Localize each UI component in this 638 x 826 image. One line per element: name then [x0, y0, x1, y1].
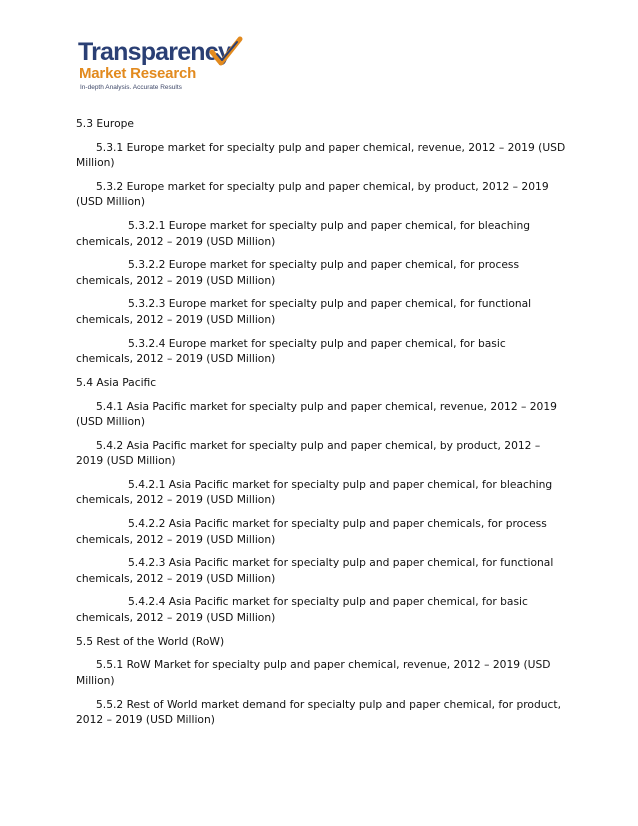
logo-subtitle: Market Research: [79, 65, 197, 82]
toc-section-heading: 5.3 Europe: [76, 117, 134, 130]
toc-entry: 5.3.2.4 Europe market for specialty pulp and paper chemical, for basic chemicals, 2012 – 2019 (USD Million): [76, 336, 506, 366]
toc-entry: 5.3.2 Europe market for specialty pulp and paper chemical, by product, 2012 – 2019 (USD Million): [76, 179, 549, 209]
toc-section-heading: 5.4 Asia Pacific: [76, 375, 157, 389]
table-of-contents: [76, 116, 566, 736]
checkmark-icon: [208, 36, 244, 68]
toc-entry: 5.4.2.1 Asia Pacific market for specialty pulp and paper chemical, for bleaching chemicals, 2012 – 2019 (USD Million): [76, 477, 553, 507]
toc-entry: 5.4.1 Asia Pacific market for specialty pulp and paper chemical, revenue, 2012 – 2019 (USD Million): [76, 399, 557, 428]
toc-entry: 5.3.2.1 Europe market for specialty pulp and paper chemical, for bleaching chemicals, 2012 – 2019 (USD Million): [76, 219, 531, 248]
toc-section-heading: 5.5 Rest of the World (RoW): [76, 634, 225, 648]
toc-entry: 5.3.2.3 Europe market for specialty pulp and paper chemical, for functional chemicals, 2012 – 2019 (USD Million): [76, 297, 532, 326]
company-logo: [78, 36, 248, 98]
toc-entry: 5.3.1 Europe market for specialty pulp and paper chemical, revenue, 2012 – 2019 (USD Million): [76, 140, 566, 170]
toc-entry: 5.3.2.2 Europe market for specialty pulp and paper chemical, for process chemicals, 2012 – 2019 (USD Million): [76, 258, 520, 287]
toc-entry: 5.5.2 Rest of World market demand for specialty pulp and paper chemical, for product, 2012 – 2019 (USD Million): [76, 697, 561, 726]
toc-entry: 5.5.1 RoW Market for specialty pulp and paper chemical, revenue, 2012 – 2019 (USD Million): [76, 658, 551, 687]
logo-wordmark: Transparency: [78, 38, 231, 66]
toc-entry: 5.4.2.3 Asia Pacific market for specialty pulp and paper chemical, for functional chemicals, 2012 – 2019 (USD Million): [76, 556, 554, 585]
toc-entry: 5.4.2 Asia Pacific market for specialty pulp and paper chemical, by product, 2012 – 2019 (USD Million): [76, 438, 541, 468]
toc-entry: 5.4.2.2 Asia Pacific market for specialty pulp and paper chemicals, for process chemicals, 2012 – 2019 (USD Million): [76, 517, 547, 546]
toc-entry: 5.4.2.4 Asia Pacific market for specialty pulp and paper chemical, for basic chemicals, 2012 – 2019 (USD Million): [76, 595, 528, 624]
logo-tagline: In-depth Analysis. Accurate Results: [80, 84, 182, 91]
